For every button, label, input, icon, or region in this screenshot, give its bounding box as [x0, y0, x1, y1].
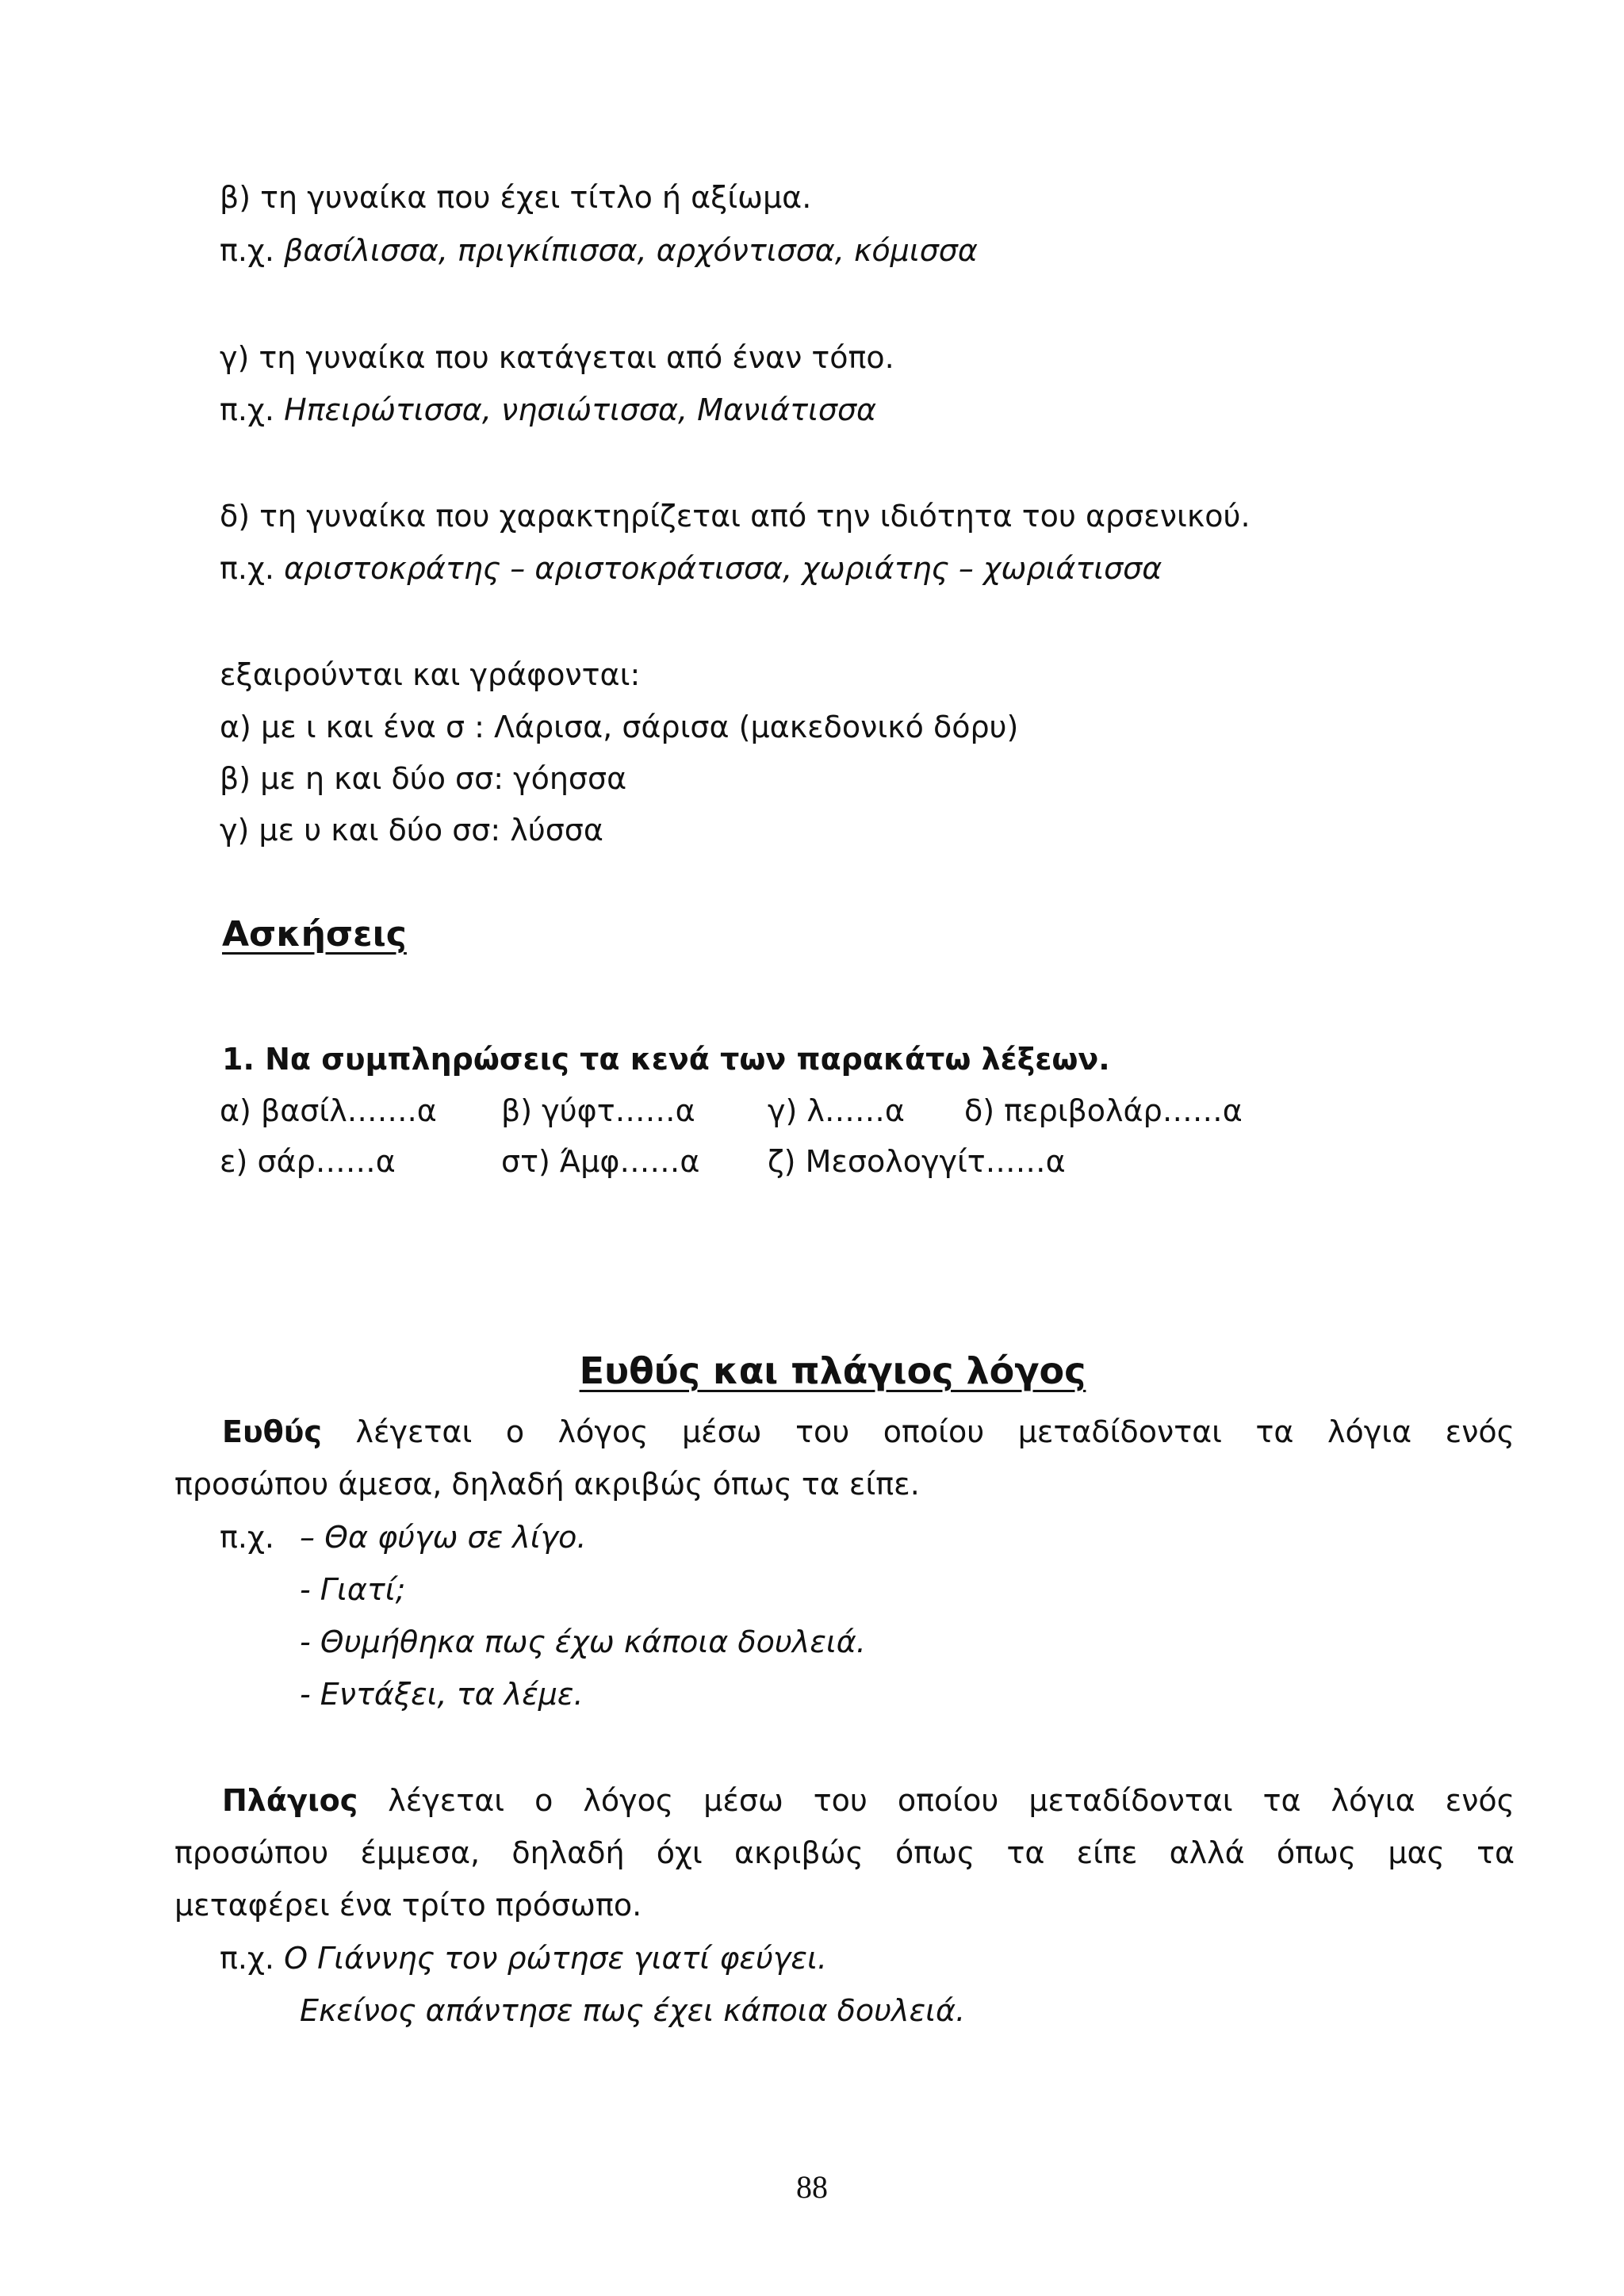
intro-d-example: [220, 549, 1162, 587]
blank-word: στ) Άμφ……α: [501, 1144, 700, 1179]
blank-word: δ) περιβολάρ……α: [964, 1093, 1243, 1128]
section-title: Ευθύς και πλάγιος λόγος: [579, 1349, 1086, 1392]
example-prefix: π.χ.: [220, 233, 274, 268]
example-words: αριστοκράτης – αριστοκράτισσα, χωριάτης – χωριάτισσα: [284, 551, 1162, 586]
direct-example-line: - Γιατί;: [300, 1572, 406, 1607]
direct-example-line: – Θα φύγω σε λίγο.: [300, 1520, 587, 1555]
blank-word: ε) σάρ……α: [220, 1144, 396, 1179]
exception-item: γ) με υ και δύο σσ: λύσσα: [220, 813, 603, 848]
direct-definition-text: λέγεται ο λόγος μέσω του οποίου μεταδίδονται τα λόγια ενός: [355, 1414, 1515, 1449]
exception-item: α) με ι και ένα σ : Λάρισα, σάρισα (μακεδονικό δόρυ): [220, 710, 1019, 744]
direct-example-line: - Θυμήθηκα πως έχω κάποια δουλειά.: [300, 1624, 866, 1659]
exercises-heading: Ασκήσεις: [222, 914, 407, 955]
example-prefix: π.χ.: [220, 551, 274, 586]
blank-word: α) βασίλ…….α: [220, 1093, 437, 1128]
intro-g-example: [220, 391, 876, 429]
indirect-example-line-2: Εκείνος απάντησε πως έχει κάποια δουλειά.: [300, 1993, 966, 2028]
direct-definition-line-2: προσώπου άμεσα, δηλαδή ακριβώς όπως τα είπε.: [174, 1467, 920, 1502]
example-sentence: Ο Γιάννης τον ρώτησε γιατί φεύγει.: [284, 1941, 827, 1976]
indirect-definition-line-3: μεταφέρει ένα τρίτο πρόσωπο.: [174, 1888, 642, 1923]
indirect-definition-text: λέγεται ο λόγος μέσω του οποίου μεταδίδονται τα λόγια ενός: [388, 1783, 1515, 1818]
indirect-example-line-1: [220, 1939, 827, 1977]
direct-example-prefix: π.χ.: [220, 1520, 274, 1555]
example-prefix: π.χ.: [220, 392, 274, 427]
direct-example-line: - Εντάξει, τα λέμε.: [300, 1677, 584, 1712]
blank-word: γ) λ……α: [768, 1093, 905, 1128]
intro-b-line: β) τη γυναίκα που έχει τίτλο ή αξίωμα.: [220, 180, 812, 215]
example-prefix: π.χ.: [220, 1941, 274, 1976]
intro-g-line: γ) τη γυναίκα που κατάγεται από έναν τόπο.: [220, 340, 894, 375]
example-words: βασίλισσα, πριγκίπισσα, αρχόντισσα, κόμισσα: [284, 233, 978, 268]
example-words: Ηπειρώτισσα, νησιώτισσα, Μανιάτισσα: [284, 392, 877, 427]
exception-item: β) με η και δύο σσ: γόησσα: [220, 761, 627, 796]
indirect-term: Πλάγιος: [222, 1783, 358, 1818]
intro-d-line: δ) τη γυναίκα που χαρακτηρίζεται από την ιδιότητα του αρσενικού.: [220, 499, 1251, 534]
indirect-definition-line-2: προσώπου έμμεσα, δηλαδή όχι ακριβώς όπως τα είπε αλλά όπως μας τα: [174, 1835, 1515, 1870]
page-number: 88: [796, 2169, 828, 2205]
direct-term: Ευθύς: [222, 1414, 322, 1449]
blank-word: ζ) Μεσολογγίτ……α: [768, 1144, 1066, 1179]
exercise-1-title: 1. Να συμπληρώσεις τα κενά των παρακάτω λέξεων.: [222, 1042, 1110, 1077]
direct-definition-line-1: [222, 1413, 1515, 1451]
blank-word: β) γύφτ……α: [501, 1093, 695, 1128]
intro-b-example: [220, 232, 978, 270]
exceptions-title: εξαιρούνται και γράφονται:: [220, 657, 641, 692]
indirect-definition-line-1: [222, 1781, 1515, 1820]
